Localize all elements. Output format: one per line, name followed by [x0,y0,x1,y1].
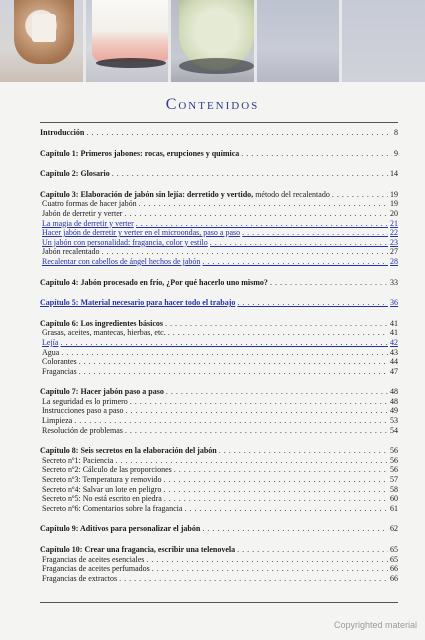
toc-entry-chapter-9[interactable]: Capítulo 9: Aditivos para personalizar el jabón . . . 62 [40,524,398,534]
toc-subentry[interactable]: Grasas, aceites, mantecas, hierbas, etc. . . . 41 [40,328,398,338]
toc-subentry[interactable]: Fragancias de aceites esenciales . . . 65 [40,555,398,565]
toc-link[interactable]: Recalentar con cabellos de ángel hechos de jabón . . . 28 [40,257,398,267]
soap-photo [257,0,340,82]
toc-subentry[interactable]: Fragancias de extractos . . . 66 [40,574,398,584]
soap-photo [0,0,83,82]
soap-photo [86,0,169,82]
toc-subentry[interactable]: Secreto nº1: Paciencia . . . 56 [40,456,398,466]
toc-subentry[interactable]: Secreto nº5: No está escrito en piedra . . . 60 [40,494,398,504]
toc-entry-chapter-4[interactable]: Capítulo 4: Jabón procesado en frío, ¿Por qué hacerlo uno mismo? . . . 33 [40,278,398,288]
toc-subentry[interactable]: Agua . . . 43 [40,348,398,358]
toc-subentry[interactable]: Secreto nº6: Comentarios sobre la fragancia . . . 61 [40,504,398,514]
copyright-watermark: Copyrighted material [333,620,417,630]
toc-entry-chapter-7[interactable]: Capítulo 7: Hacer jabón paso a paso . . . 48 [40,387,398,397]
toc-subentry[interactable]: Jabón recalentado . . . 27 [40,247,398,257]
toc-entry-chapter-6[interactable]: Capítulo 6: Los ingredientes básicos . . . 41 [40,319,398,329]
toc-entry-chapter-5[interactable]: Capítulo 5: Material necesario para hacer todo el trabajo . . . 36 [40,298,398,308]
toc-link[interactable]: Un jabón con personalidad: fragancia, color y estilo . . . 23 [40,238,398,248]
toc-entry-chapter-3[interactable]: Capítulo 3: Elaboración de jabón sin lejía: derretido y vertido, método del recalentado . . . 19 [40,190,398,200]
toc-subentry[interactable]: Jabón de derretir y verter . . . 20 [40,209,398,219]
toc-subentry[interactable]: Fragancias de aceites perfumados . . . 66 [40,564,398,574]
toc-entry-chapter-8[interactable]: Capítulo 8: Seis secretos en la elaboración del jabón . . . 56 [40,446,398,456]
toc-entry-chapter-10[interactable]: Capítulo 10: Crear una fragancia, escribir una telenovela . . . 65 [40,545,398,555]
toc-link[interactable]: Hacer jabón de derretir y verter en el microondas, paso a paso . . . 22 [40,228,398,238]
divider [40,122,398,123]
page-title: Contenidos [165,96,260,113]
toc-subentry[interactable]: Resolución de problemas . . . 54 [40,426,398,436]
toc-subentry[interactable]: La seguridad es lo primero . . . 48 [40,397,398,407]
toc-entry-intro[interactable]: Introducción . . . 8 [40,128,398,138]
toc-entry-chapter-1[interactable]: Capítulo 1: Primeros jabones: rocas, erupciones y química . . . 9 [40,149,398,159]
toc-subentry[interactable]: Colorantes . . . 44 [40,357,398,367]
divider [40,602,398,603]
soap-photo [171,0,254,82]
toc-link[interactable]: La magia de derretir y verter . . . 21 [40,219,398,229]
toc-subentry[interactable]: Limpieza . . . 53 [40,416,398,426]
toc-link[interactable]: Lejía . . . 42 [40,338,398,348]
soap-photo [342,0,425,82]
toc-subentry[interactable]: Secreto nº4: Salvar un lote en peligro . . . 58 [40,485,398,495]
toc-subentry[interactable]: Secreto nº3: Temperatura y removido . . . 57 [40,475,398,485]
header-photo-strip [0,0,425,82]
toc-subentry[interactable]: Instrucciones paso a paso . . . 49 [40,406,398,416]
toc-entry-chapter-2[interactable]: Capítulo 2: Glosario . . . 14 [40,169,398,179]
table-of-contents [40,128,398,583]
toc-subentry[interactable]: Fragancias . . . 47 [40,367,398,377]
toc-subentry[interactable]: Secreto nº2: Cálculo de las proporciones . . . 56 [40,465,398,475]
toc-subentry[interactable]: Cuatro formas de hacer jabón . . . 19 [40,199,398,209]
